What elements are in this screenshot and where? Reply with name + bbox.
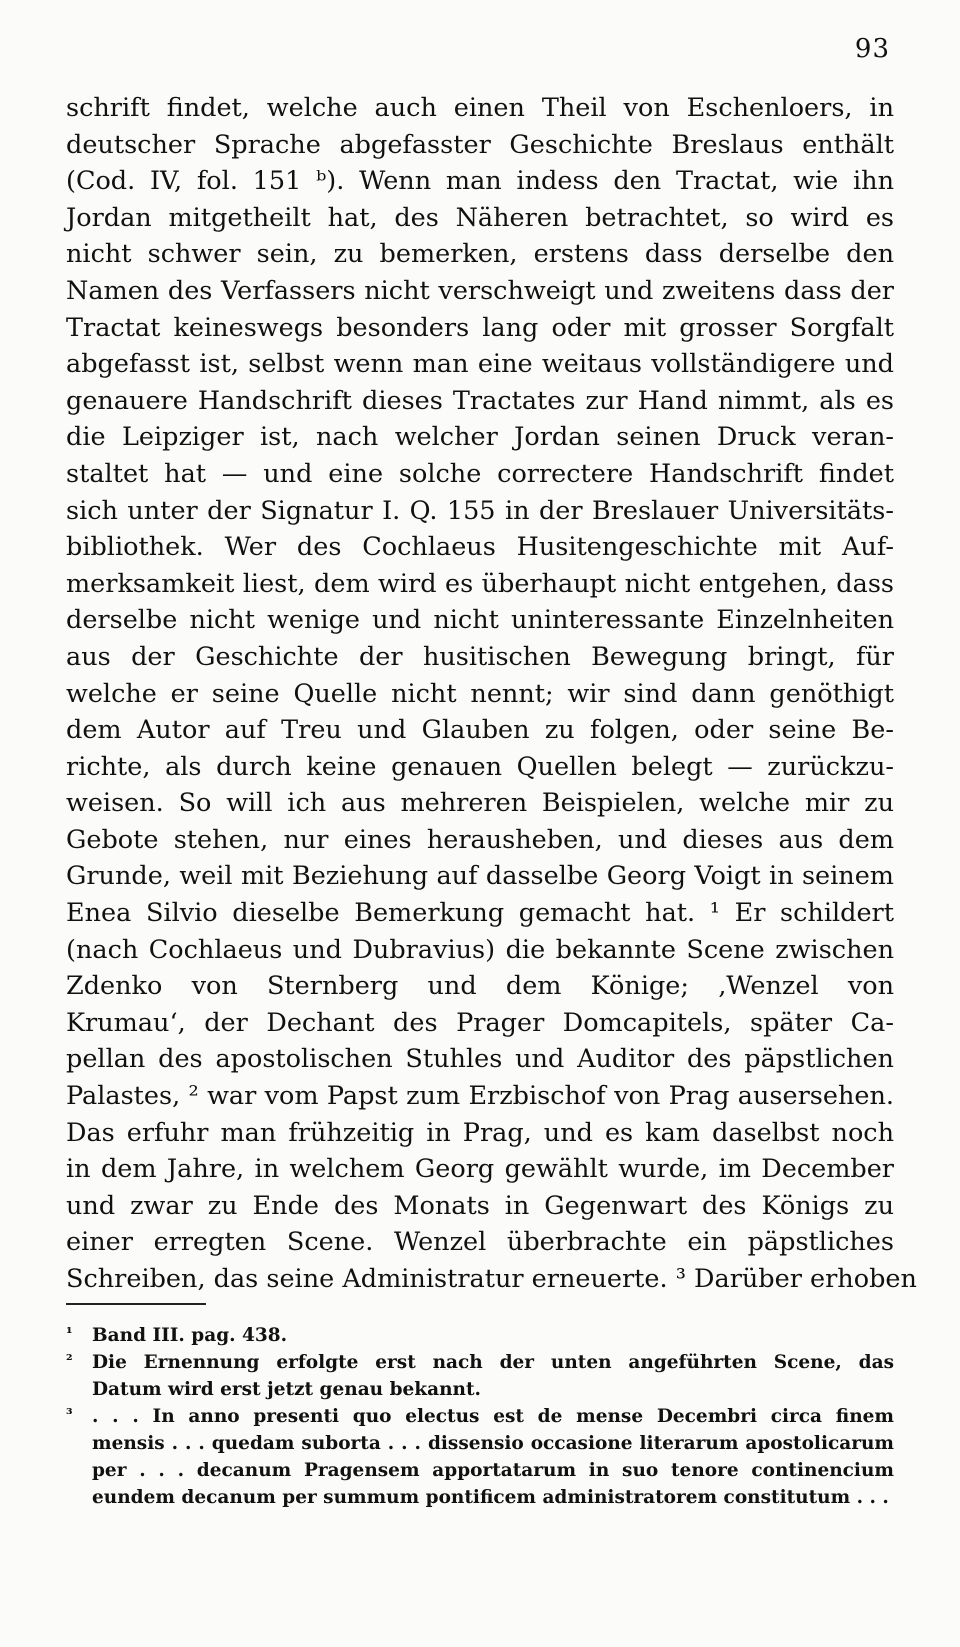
- body-text: [66, 90, 917, 1298]
- text-line: genauere Handschrift dieses Tractates zur Hand nimmt, als es: [66, 385, 894, 416]
- text-line: staltet hat — und eine solche correctere Handschrift findet: [66, 458, 894, 489]
- text-line: weisen. So will ich aus mehreren Beispielen, welche mir zu: [66, 788, 894, 819]
- footnote-divider: [66, 1303, 206, 1305]
- text-line: welche er seine Quelle nicht nennt; wir sind dann genöthigt: [66, 678, 894, 709]
- text-line: Schreiben, das seine Administratur erneuerte. ³ Darüber erhoben: [66, 1264, 917, 1294]
- text-line: nicht schwer sein, zu bemerken, erstens dass derselbe den: [66, 239, 894, 270]
- footnotes: [66, 1322, 894, 1511]
- text-line: Das erfuhr man frühzeitig in Prag, und es kam daselbst noch: [66, 1117, 894, 1148]
- text-line: Jordan mitgetheilt hat, des Näheren betrachtet, so wird es: [66, 202, 894, 233]
- text-line: (nach Cochlaeus und Dubravius) die bekannte Scene zwischen: [66, 934, 894, 965]
- text-line: Namen des Verfassers nicht verschweigt und zweitens dass der: [66, 275, 894, 306]
- footnote-mark: ³: [66, 1405, 73, 1423]
- footnote-mark: ¹: [66, 1324, 73, 1342]
- text-line: merksamkeit liest, dem wird es überhaupt nicht entgehen, dass: [66, 568, 894, 599]
- text-line: Enea Silvio dieselbe Bemerkung gemacht hat. ¹ Er schildert: [66, 898, 894, 929]
- text-line: einer erregten Scene. Wenzel überbrachte ein päpstliches: [66, 1227, 894, 1258]
- text-line: dem Autor auf Treu und Glauben zu folgen, oder seine Be-: [66, 715, 894, 746]
- footnote-line: mensis . . . quedam suborta . . . dissensio occasione literarum apostolicarum: [92, 1433, 894, 1454]
- text-line: pellan des apostolischen Stuhles und Auditor des päpstlichen: [66, 1044, 894, 1075]
- footnote-line: per . . . decanum Pragensem apportatarum in suo tenore continencium: [92, 1460, 894, 1481]
- text-line: deutscher Sprache abgefasster Geschichte Breslaus enthält: [66, 129, 894, 160]
- text-line: richte, als durch keine genauen Quellen belegt — zurückzu-: [66, 751, 894, 782]
- text-line: aus der Geschichte der husitischen Bewegung bringt, für: [66, 641, 894, 672]
- footnote-line: Die Ernennung erfolgte erst nach der unten angeführten Scene, das: [92, 1352, 894, 1373]
- text-line: bibliothek. Wer des Cochlaeus Husitengeschichte mit Auf-: [66, 532, 894, 563]
- footnote-line: Datum wird erst jetzt genau bekannt.: [92, 1379, 481, 1400]
- text-line: Krumau‘, der Dechant des Prager Domcapitels, später Ca-: [66, 1007, 894, 1038]
- footnote-line: . . . In anno presenti quo electus est de mense Decembri circa finem: [92, 1406, 894, 1427]
- text-line: und zwar zu Ende des Monats in Gegenwart des Königs zu: [66, 1190, 894, 1221]
- text-line: die Leipziger ist, nach welcher Jordan seinen Druck veran-: [66, 422, 894, 453]
- text-line: Palastes, ² war vom Papst zum Erzbischof von Prag ausersehen.: [66, 1081, 894, 1112]
- footnote-line: eundem decanum per summum pontificem administratorem constitutum . . .: [92, 1487, 889, 1508]
- footnote: [66, 1349, 894, 1403]
- text-line: sich unter der Signatur I. Q. 155 in der Breslauer Universitäts-: [66, 495, 894, 526]
- text-line: (Cod. IV, fol. 151 ᵇ). Wenn man indess den Tractat, wie ihn: [66, 166, 894, 197]
- footnote: [66, 1322, 894, 1349]
- page-number: 93: [854, 34, 890, 64]
- footnote: [66, 1403, 894, 1511]
- text-line: abgefasst ist, selbst wenn man eine weitaus vollständigere und: [66, 349, 894, 380]
- text-line: Grunde, weil mit Beziehung auf dasselbe Georg Voigt in seinem: [66, 861, 894, 892]
- footnote-line: Band III. pag. 438.: [92, 1325, 288, 1346]
- footnote-mark: ²: [66, 1351, 73, 1369]
- text-line: Tractat keineswegs besonders lang oder mit grosser Sorgfalt: [66, 312, 894, 343]
- text-line: schrift findet, welche auch einen Theil von Eschenloers, in: [66, 93, 894, 123]
- text-line: derselbe nicht wenige und nicht uninteressante Einzelnheiten: [66, 605, 894, 636]
- text-line: Gebote stehen, nur eines herausheben, und dieses aus dem: [66, 824, 894, 855]
- text-line: Zdenko von Sternberg und dem Könige; ‚Wenzel von: [66, 971, 894, 1002]
- text-line: in dem Jahre, in welchem Georg gewählt wurde, im December: [66, 1154, 894, 1185]
